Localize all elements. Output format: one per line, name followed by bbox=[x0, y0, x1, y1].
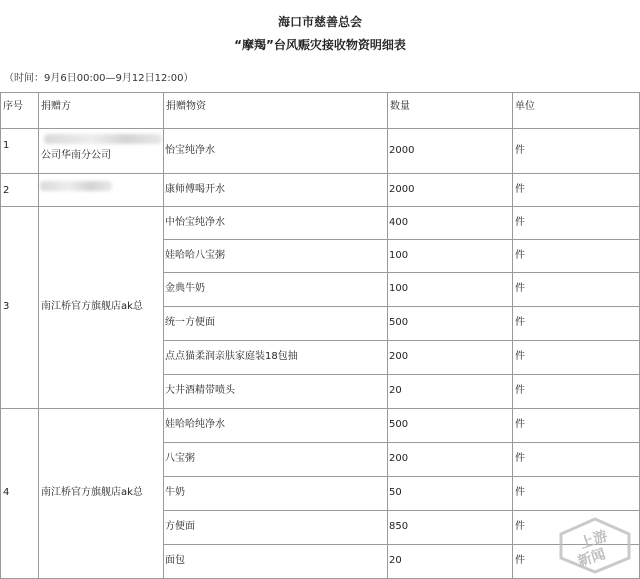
item-row-rule bbox=[163, 442, 640, 443]
item-quantity: 500 bbox=[389, 317, 409, 328]
item-row-rule bbox=[163, 374, 640, 375]
item-quantity: 400 bbox=[389, 217, 409, 228]
item-quantity: 850 bbox=[389, 521, 409, 532]
item-name: 方便面 bbox=[165, 521, 195, 532]
item-unit: 件 bbox=[515, 555, 525, 566]
item-row-rule bbox=[163, 340, 640, 341]
item-quantity: 20 bbox=[389, 555, 402, 566]
column-rule bbox=[38, 92, 39, 578]
item-unit: 件 bbox=[515, 487, 525, 498]
item-name: 八宝粥 bbox=[165, 453, 195, 464]
item-name: 康师傅喝开水 bbox=[165, 184, 225, 195]
item-name: 统一方便面 bbox=[165, 317, 215, 328]
item-row-rule bbox=[163, 476, 640, 477]
group-bottom-rule bbox=[0, 206, 640, 207]
document-subtitle: “摩羯”台风赈灾接收物资明细表 bbox=[234, 38, 406, 52]
item-unit: 件 bbox=[515, 283, 525, 294]
column-header: 捐赠物资 bbox=[166, 101, 206, 112]
time-range: （时间：9月6日00:00—9月12日12:00） bbox=[4, 73, 194, 84]
item-row-rule bbox=[163, 306, 640, 307]
column-header: 数量 bbox=[390, 101, 410, 112]
column-rule bbox=[0, 92, 1, 578]
donor-name: 公司华南分公司 bbox=[41, 150, 111, 161]
item-unit: 件 bbox=[515, 453, 525, 464]
watermark-text: 上游 bbox=[577, 528, 610, 553]
item-name: 中怡宝纯净水 bbox=[165, 217, 225, 228]
column-header: 捐赠方 bbox=[41, 101, 71, 112]
column-header: 单位 bbox=[515, 101, 535, 112]
column-rule bbox=[387, 92, 388, 578]
item-name: 娃哈哈八宝粥 bbox=[165, 250, 225, 261]
watermark-logo bbox=[555, 516, 633, 574]
row-number: 1 bbox=[3, 140, 10, 151]
item-quantity: 20 bbox=[389, 385, 402, 396]
donor-name: 南江桥官方旗舰店ak总 bbox=[41, 487, 143, 498]
item-unit: 件 bbox=[515, 145, 525, 156]
column-rule bbox=[512, 92, 513, 578]
item-quantity: 500 bbox=[389, 419, 409, 430]
row-number: 3 bbox=[3, 301, 10, 312]
column-header: 序号 bbox=[3, 101, 23, 112]
item-unit: 件 bbox=[515, 184, 525, 195]
item-row-rule bbox=[163, 239, 640, 240]
table-top-rule bbox=[0, 92, 640, 93]
item-quantity: 2000 bbox=[389, 184, 415, 195]
column-rule bbox=[163, 92, 164, 578]
item-quantity: 200 bbox=[389, 453, 409, 464]
item-name: 怡宝纯净水 bbox=[165, 145, 215, 156]
watermark-text: 新闻 bbox=[575, 546, 608, 571]
item-unit: 件 bbox=[515, 521, 525, 532]
item-unit: 件 bbox=[515, 385, 525, 396]
item-quantity: 2000 bbox=[389, 145, 415, 156]
item-quantity: 100 bbox=[389, 283, 409, 294]
redacted-donor-name bbox=[44, 134, 162, 144]
row-number: 4 bbox=[3, 487, 10, 498]
item-unit: 件 bbox=[515, 217, 525, 228]
item-unit: 件 bbox=[515, 351, 525, 362]
item-name: 牛奶 bbox=[165, 487, 185, 498]
item-name: 点点猫柔润亲肤家庭装18包抽 bbox=[165, 351, 298, 362]
item-name: 大井酒精带喷头 bbox=[165, 385, 235, 396]
group-bottom-rule bbox=[0, 408, 640, 409]
item-name: 面包 bbox=[165, 555, 185, 566]
item-unit: 件 bbox=[515, 419, 525, 430]
item-unit: 件 bbox=[515, 317, 525, 328]
item-name: 娃哈哈纯净水 bbox=[165, 419, 225, 430]
item-row-rule bbox=[163, 510, 640, 511]
item-row-rule bbox=[163, 272, 640, 273]
group-bottom-rule bbox=[0, 173, 640, 174]
item-quantity: 100 bbox=[389, 250, 409, 261]
item-quantity: 50 bbox=[389, 487, 402, 498]
item-unit: 件 bbox=[515, 250, 525, 261]
document-title: 海口市慈善总会 bbox=[277, 15, 362, 29]
header-bottom-rule bbox=[0, 128, 640, 129]
item-name: 金典牛奶 bbox=[165, 283, 205, 294]
donor-name: 南江桥官方旗舰店ak总 bbox=[41, 301, 143, 312]
item-quantity: 200 bbox=[389, 351, 409, 362]
row-number: 2 bbox=[3, 185, 10, 196]
redacted-donor-name bbox=[40, 181, 112, 191]
